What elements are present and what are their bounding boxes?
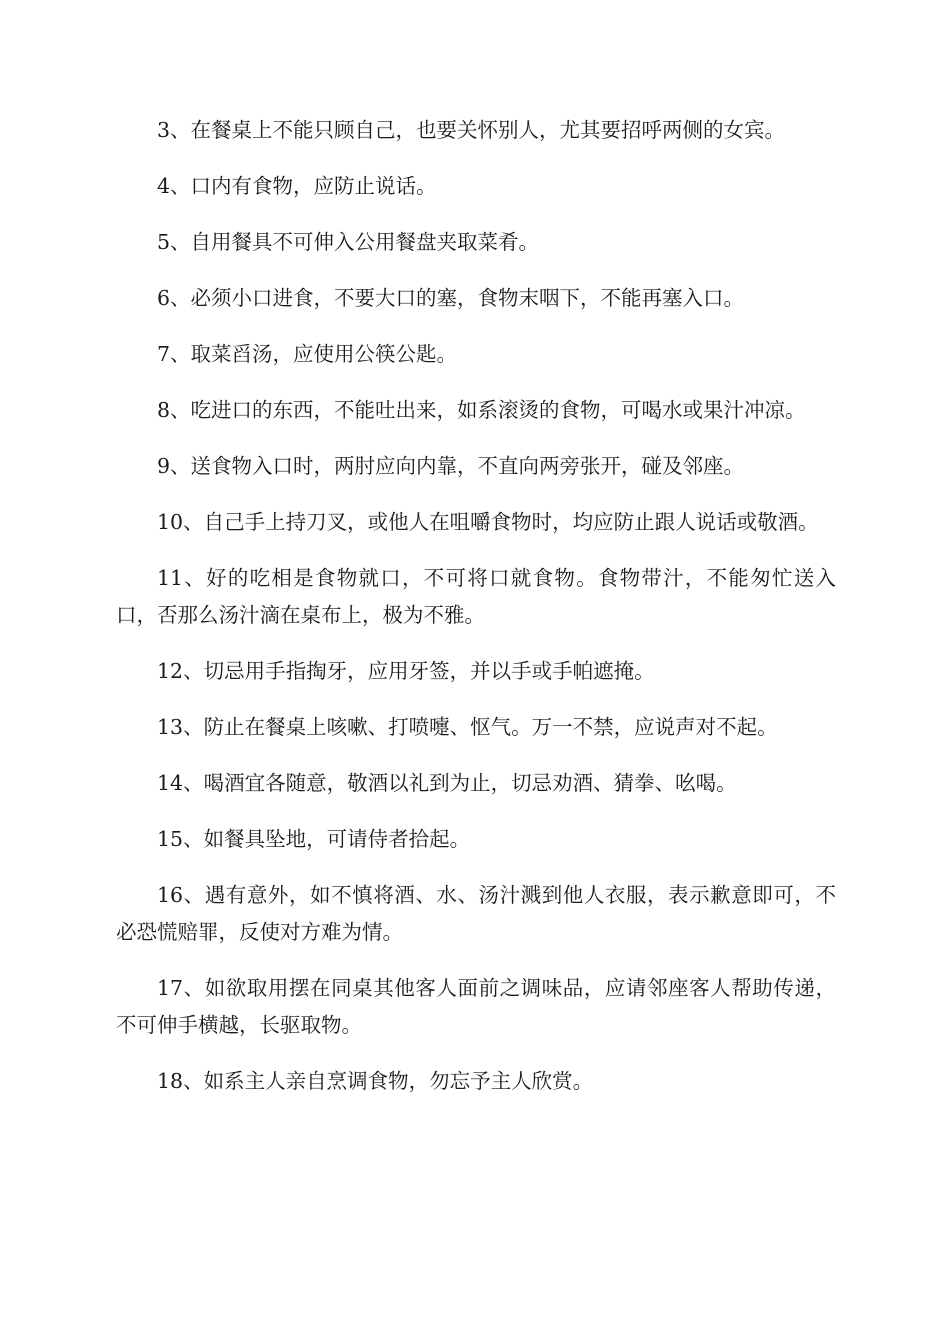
paragraph-item-6: 6、必须小口进食，不要大口的塞，食物末咽下，不能再塞入口。 bbox=[157, 286, 745, 310]
paragraph-item-3: 3、在餐桌上不能只顾自己，也要关怀别人，尤其要招呼两侧的女宾。 bbox=[157, 118, 786, 142]
paragraph-item-4: 4、口内有食物，应防止说话。 bbox=[157, 174, 437, 198]
paragraph-item-9: 9、送食物入口时，两肘应向内靠，不直向两旁张开，碰及邻座。 bbox=[157, 454, 745, 478]
paragraph-item-16: 16、遇有意外，如不慎将酒、水、汤汁溅到他人衣服，表示歉意即可，不必恐慌赔罪，反使对方难为情。 bbox=[116, 883, 836, 944]
paragraph-item-12: 12、切忌用手指掏牙，应用牙签，并以手或手帕遮掩。 bbox=[157, 659, 655, 683]
paragraph-item-18: 18、如系主人亲自烹调食物，勿忘予主人欣赏。 bbox=[157, 1069, 594, 1093]
paragraph-item-8: 8、吃进口的东西，不能吐出来，如系滚烫的食物，可喝水或果汁冲凉。 bbox=[157, 398, 806, 422]
document-body bbox=[116, 112, 836, 1119]
paragraph-item-11: 11、好的吃相是食物就口，不可将口就食物。食物带汁，不能匆忙送入口，否那么汤汁滴在桌布上，极为不雅。 bbox=[116, 566, 836, 627]
paragraph-item-17: 17、如欲取用摆在同桌其他客人面前之调味品，应请邻座客人帮助传递，不可伸手横越，长驱取物。 bbox=[116, 976, 836, 1037]
paragraph-item-5: 5、自用餐具不可伸入公用餐盘夹取菜肴。 bbox=[157, 230, 540, 254]
paragraph-item-14: 14、喝酒宜各随意，敬酒以礼到为止，切忌劝酒、猜拳、吆喝。 bbox=[157, 771, 737, 795]
paragraph-item-7: 7、取菜舀汤，应使用公筷公匙。 bbox=[157, 342, 458, 366]
paragraph-item-15: 15、如餐具坠地，可请侍者拾起。 bbox=[157, 827, 471, 851]
paragraph-item-13: 13、防止在餐桌上咳嗽、打喷嚏、怄气。万一不禁，应说声对不起。 bbox=[157, 715, 778, 739]
paragraph-item-10: 10、自己手上持刀叉，或他人在咀嚼食物时，均应防止跟人说话或敬酒。 bbox=[157, 510, 819, 534]
